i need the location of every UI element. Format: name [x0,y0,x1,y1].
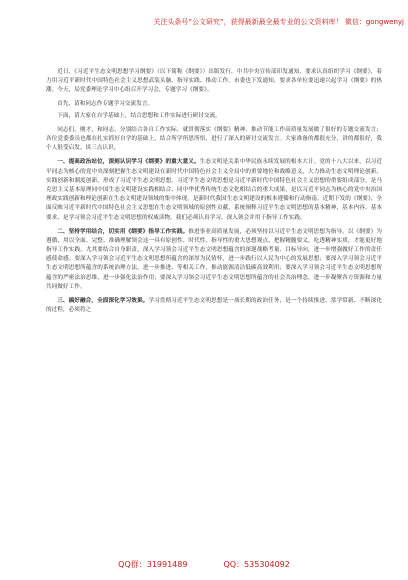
section-3 [46,297,382,315]
paragraph-first-speaker: 首先，请和同志作专题学习交流发言。 [57,101,154,108]
section-1-text: 生态文明是关系中华民族永续发展的根本大计。党的十八大以来，以习近平同志为核心的党中央深刻把握生态文明建设在新时代中国特色社会主义全局中的重要地位和战略意义，大力推动生态文明理论创新、实践创新和制度创新，形成了习近平生态文明思想。习近平生态文明思想是习近平新时代中国特色社会主义思想的重要组成部分，是马克思主义基本原理同中国生态文明建设实践相结合、同中华优秀传统生态文化相结合的重大成果，是以习近平同志为核心的党中央治国理政实践创新和理论创新在生态文明建设领域的集中体现，是新时代我国生态文明建设的根本遵循和行动指南。近期下发的《纲要》，全面反映习近平新时代中国特色社会主义思想在生态文明领域的原创性贡献，系统阐释习近平生态文明思想的基本精神、基本内容、基本要求，是学习领会习近平生态文明思想的权威读物。我们必须认真学习、深入领会并用于指导工作实践。 [46,159,382,221]
section-3-text: 学习贯彻习近平生态文明思想是一项长期的政治任务，是一个持续推进、常学常新、不断深化的过程，必须将之 [46,297,382,314]
section-3-heading: 三、搞好融合，全面深化学习效果。 [57,297,149,304]
paragraph-intro: 近日，《习近平生态文明思想学习纲要》（以下简称《纲要》）出版发行，中共中央宣传部印发通知，要求认真组织学习《纲要》，着力用习近平新时代中国特色社会主义思想武装头脑、指导实践、推动工作。市委也下发通知，要求各单位要迅速兴起学习《纲要》的热潮。今天，局党委理论学习中心组召开学习会，专题学习《纲要》。 [46,69,382,94]
section-1-heading: 一、提高政治站位，深刻认识学习《纲要》的重大意义。 [57,159,200,166]
paragraph-discussion: 下面，请大家在自学基础上，结合思想和工作实际进行研讨交流。 [57,113,221,119]
paragraph-summary: 同志们，刚才，和同志，分别结合各自工作实际，就贯彻落实《纲要》精神、推动节能工作高质量发展做了很好的专题交流发言；各位党委委员也都在扎实抓好自学的基础上，结合所学所思所悟，进行了深入的研讨交流发言。大家准备的都很充分，讲的都很好，我个人很受启发。谈三点认识。 [46,127,382,152]
document-body [46,68,382,320]
section-2-text: 推进事业高质量发展，必须坚持以习近平生态文明思想为指导，以《纲要》为遵循，用以全面、完整、准确理解领会这一具有原创性、时代性、指导性的重大思想观点，把握精髓要义，吃透精神实质，才能更好地指导工作实践。尤其要结合自身职责，深入学习领会习近平生态文明思想蕴含的深邃战略考量、目标导向，进一步增强做好工作的责任感使命感；要深入学习领会习近平生态文明思想所蕴含的深厚为民情怀，进一步践行以人民为中心的发展思想；要深入学习领会习近平生态文明思想所蕴含的系统治理方法，进一步推进、等相关工作，推动能源清洁低碳高效利用；要深入学习领会习近平生态文明思想所蕴含的严密法治思维，进一步强化法治作用；要深入学习领会习近平生态文明思想所蕴含的社会共治理念，进一步凝聚各方资源和力量共同做好工作。 [46,228,383,290]
section-2 [46,228,382,292]
qq-group: QQ群：31991489 [118,559,188,569]
section-1 [46,158,382,222]
qq-number: QQ：535304092 [223,559,290,569]
contact-footer [0,554,408,574]
promo-banner: 关注头条号“公文研究”，获得最新最全最专业的公文资料库！ 微信：gongwenyj [153,18,404,26]
section-2-heading: 二、坚持学用结合，切实用《纲要》指导工作实践。 [57,228,189,235]
